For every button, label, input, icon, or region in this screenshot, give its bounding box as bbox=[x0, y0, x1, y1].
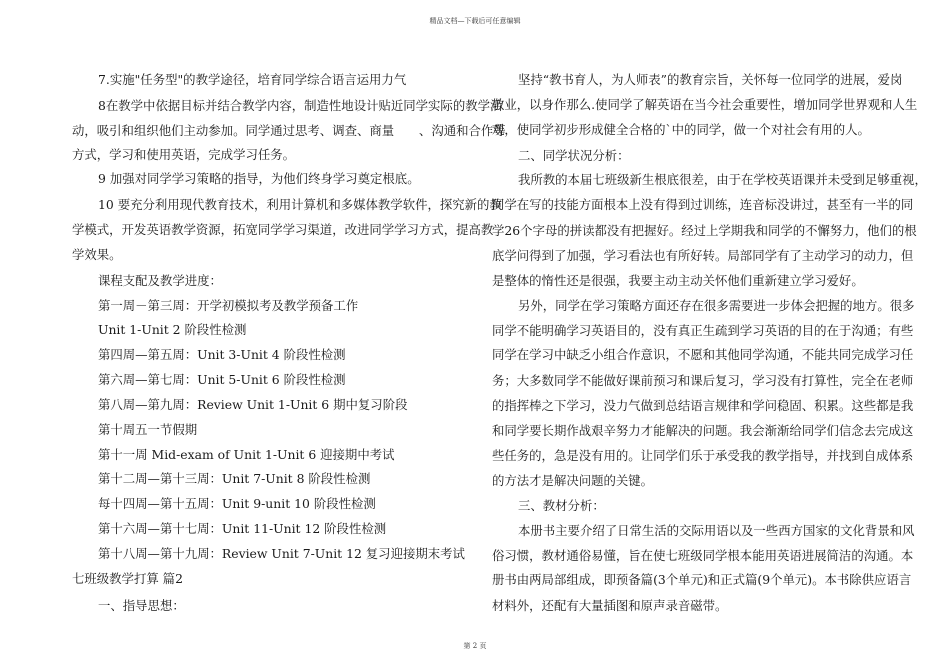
text-line: 一、指导思想： bbox=[98, 598, 185, 613]
text-line: Unit 1-Unit 2 阶段性检测 bbox=[98, 322, 247, 337]
text-line: 第四周—第五周：Unit 3-Unit 4 阶段性检测 bbox=[98, 347, 346, 362]
text-line: 第八周—第九周：Review Unit 1-Unit 6 期中复习阶段 bbox=[98, 397, 408, 412]
text-line: 同学在写的技能方面根本上没有得到过训练，连音标没讲过，甚至有一半的同 bbox=[492, 197, 914, 212]
text-line: 第十二周—第十三周：Unit 7-Unit 8 阶段性检测 bbox=[98, 471, 371, 486]
text-line: 同学在学习中缺乏小组合作意识，不愿和其他同学沟通，不能共同完成学习任 bbox=[492, 347, 914, 362]
text-line: 册书由两局部组成，即预备篇(3个单元)和正式篇(9个单元)。本书除供应语言 bbox=[492, 572, 912, 587]
text-line: 本册书主要介绍了日常生活的交际用语以及一些西方国家的文化背景和风 bbox=[518, 523, 915, 538]
text-line: 我所教的本届七班级新生根底很差，由于在学校英语课并未受到足够重视， bbox=[518, 172, 927, 187]
text-line: 9 加强对同学学习策略的指导，为他们终身学习奠定根底。 bbox=[98, 171, 420, 186]
text-line: 第十一周 Mid-exam of Unit 1-Unit 6 迎接期中考试 bbox=[98, 447, 395, 462]
text-line: 二、同学状况分析： bbox=[518, 148, 630, 163]
text-line: 的指挥棒之下学习，没力气做到总结语言规律和学问稳固、积累。这些都是我 bbox=[492, 398, 914, 413]
text-line: 7.实施"任务型"的教学途径，培育同学综合语言运用力气 bbox=[98, 72, 407, 87]
text-line: 同学不能明确学习英语目的，没有真正生疏到学习英语的目的在于沟通；有些 bbox=[492, 323, 914, 338]
text-line: 第十周五一节假期 bbox=[98, 422, 198, 437]
text-line: 坚持“教书育人，为人师表”的教育宗旨，关怀每一位同学的进展，爱岗 bbox=[518, 72, 903, 87]
text-line: 和同学要长期作战艰辛努力才能解决的问题。我会渐渐给同学们信念去完成这 bbox=[492, 423, 914, 438]
text-line: 些任务的，急是没有用的。让同学们乐于承受我的教学指导，并找到自成体系 bbox=[492, 448, 914, 463]
text-line: 的方法才是解决问题的关键。 bbox=[492, 473, 654, 488]
text-line: 动，吸引和组织他们主动参加。同学通过思考、调查、商量 、沟通和合作等 bbox=[72, 123, 506, 138]
text-line: 学26个字母的拼读都没有把握好。经过上学期我和同学的不懈努力，他们的根 bbox=[492, 223, 917, 238]
text-line: 第六周—第七周：Unit 5-Unit 6 阶段性检测 bbox=[98, 372, 346, 387]
page-header: 精品文档—下载后可任意编辑 bbox=[429, 17, 521, 25]
text-line: 8在教学中依据目标并结合教学内容，制造性地设计贴近同学实际的教学活 bbox=[98, 98, 503, 113]
text-line: 三、教材分析： bbox=[518, 498, 605, 513]
text-line: 课程支配及教学进度： bbox=[98, 273, 222, 288]
text-line: 每十四周—第十五周：Unit 9-unit 10 阶段性检测 bbox=[98, 496, 376, 511]
text-line: 底学问得到了加强，学习看法也有所好转。局部同学有了主动学习的动力，但 bbox=[492, 248, 914, 263]
text-line: 另外，同学在学习策略方面还存在很多需要进一步体会把握的地方。很多 bbox=[518, 298, 915, 313]
text-line: 学模式，开发英语教学资源，拓宽同学学习渠道，改进同学学习方式，提高教 bbox=[72, 222, 494, 237]
text-line: 学效果。 bbox=[72, 247, 122, 262]
text-line: 七班级教学打算 篇2 bbox=[72, 571, 183, 586]
text-line: 第十六周—第十七周：Unit 11-Unit 12 阶段性检测 bbox=[98, 521, 387, 536]
text-line: 是整体的惰性还是很强，我要主动主动关怀他们重新建立学习爱好。 bbox=[492, 273, 864, 288]
text-line: 材料外，还配有大量插图和原声录音磁带。 bbox=[492, 598, 728, 613]
page-number: 第 2 页 bbox=[463, 642, 487, 650]
text-line: 俗习惯，教材通俗易懂，旨在使七班级同学根本能用英语进展简洁的沟通。本 bbox=[492, 548, 914, 563]
text-line: 第十八周—第十九周：Review Unit 7-Unit 12 复习迎接期末考试 bbox=[98, 546, 465, 561]
text-line: 务；大多数同学不能做好课前预习和课后复习，学习没有打算性，完全在老师 bbox=[492, 373, 914, 388]
text-line: 敬业，以身作那么.使同学了解英语在当今社会重要性，增加同学世界观和人生 bbox=[492, 97, 918, 112]
text-line: 观，使同学初步形成健全合格的`中的同学，做一个对社会有用的人。 bbox=[492, 122, 870, 137]
text-line: 第一周－第三周：开学初模拟考及教学预备工作 bbox=[98, 298, 359, 313]
text-line: 方式，学习和使用英语，完成学习任务。 bbox=[72, 147, 296, 162]
text-line: 10 要充分利用现代教育技术，利用计算机和多媒体教学软件，探究新的教 bbox=[98, 197, 502, 212]
